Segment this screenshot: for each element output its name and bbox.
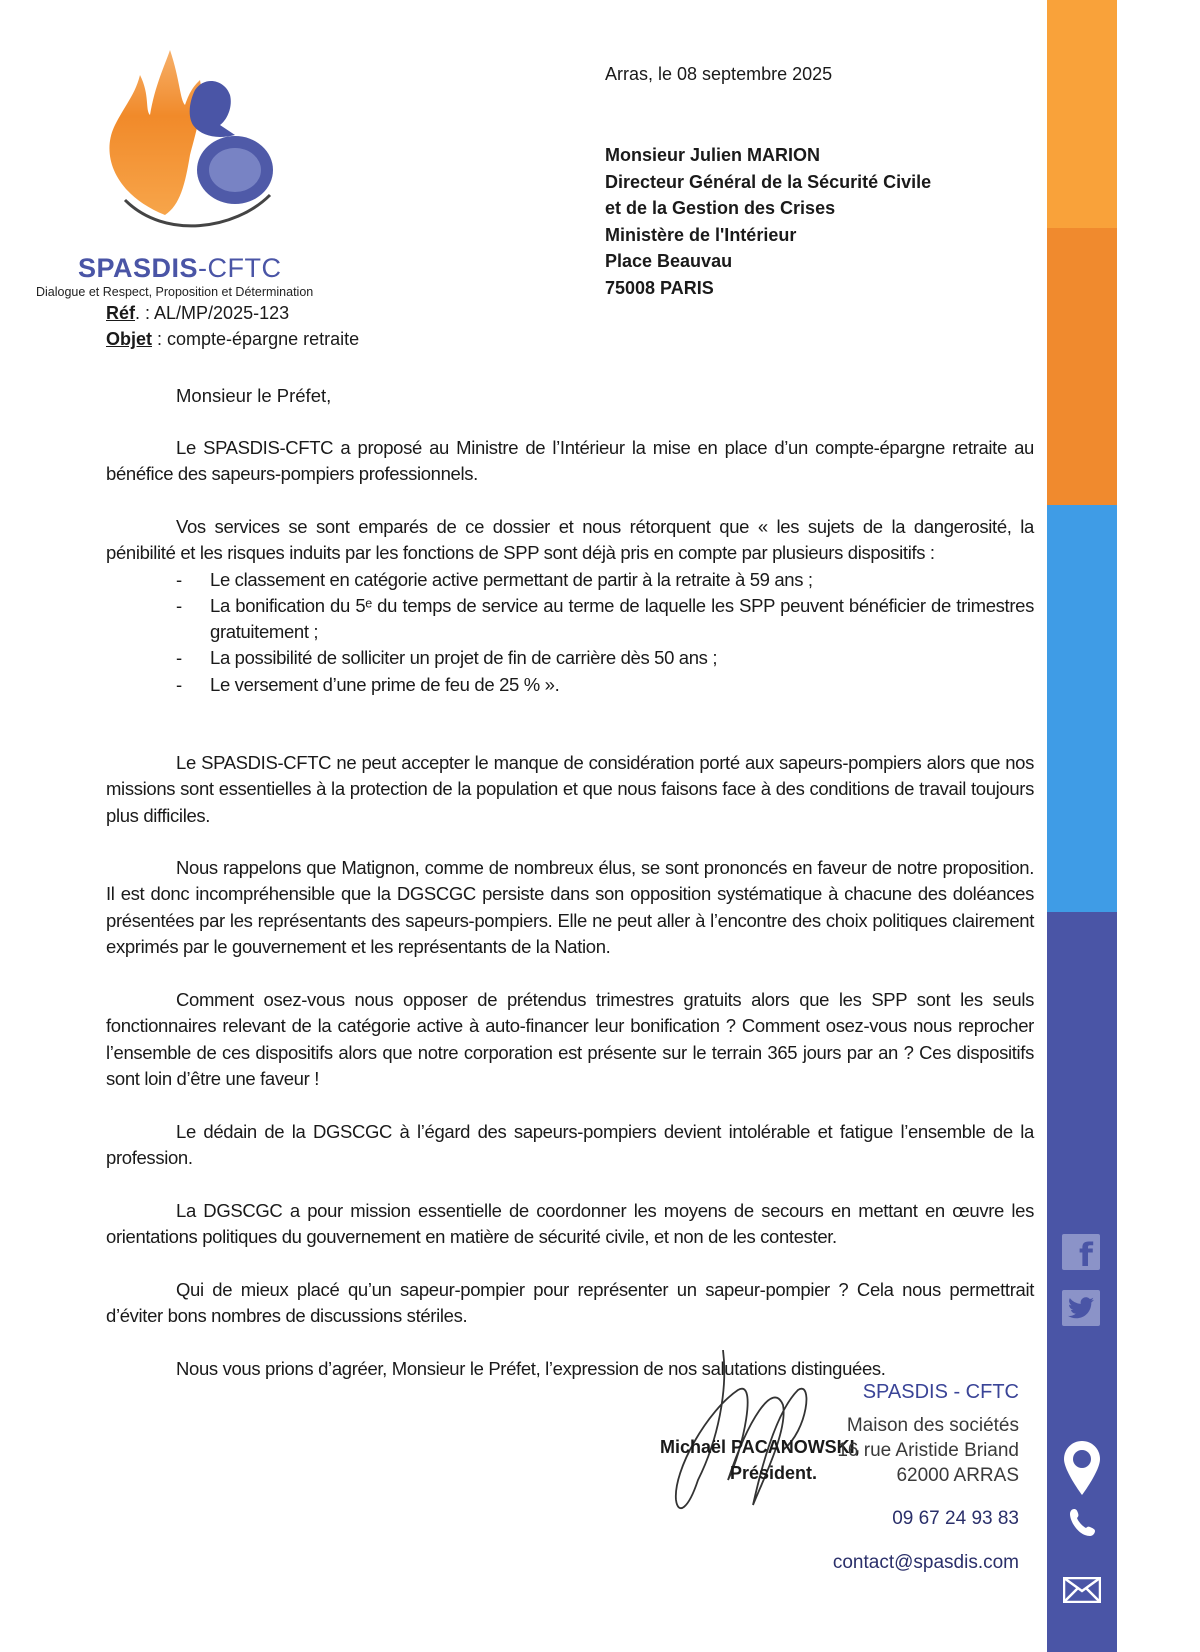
handwritten-signature (668, 1350, 838, 1520)
salutation: Monsieur le Préfet, (176, 385, 332, 406)
paragraph-3: Le SPASDIS-CFTC ne peut accepter le manque de considération porté aux sapeurs-pompiers alors que nos missions sont essentielles à la protection de la population et que nous faisons face à des conditions de travail toujours plus difficiles. (106, 752, 1034, 826)
contact-address: Maison des sociétés 16 rue Aristide Briand 62000 ARRAS (837, 1415, 1019, 1486)
paragraph-5: Comment osez-vous nous opposer de prétendus trimestres gratuits alors que les SPP sont les seuls fonctionnaires relevant de la catégorie active à auto-financer leur bonification ? Comment osez-vous nous reprocher l’ensemble de ces dispositifs alors que notre corporation est présente sur le terrain 365 jours par an ? Ces dispositifs sont loin d’être une faveur ! (106, 989, 1034, 1089)
list-item: - La possibilité de solliciter un projet de fin de carrière dès 50 ans ; (106, 645, 1034, 671)
contact-organization: SPASDIS - CFTC (862, 1381, 1019, 1403)
paragraph-8: Qui de mieux placé qu’un sapeur-pompier pour représenter un sapeur-pompier ? Cela nous permettrait d’éviter bons nombres de discussions stériles. (106, 1279, 1034, 1327)
strip-band-indigo (1047, 912, 1117, 1652)
list-item: - Le versement d’une prime de feu de 25 % ». (106, 672, 1034, 698)
contact-email-link[interactable]: contact@spasdis.com (832, 1552, 1019, 1573)
addressee-block (605, 142, 931, 301)
organization-logo (95, 45, 295, 235)
paragraph-7: La DGSCGC a pour mission essentielle de coordonner les moyens de secours en mettant en œuvre les orientations politiques du gouvernement en matière de sécurité civile, et non de les contester. (106, 1200, 1034, 1248)
addressee-title-cont: et de la Gestion des Crises (605, 198, 836, 218)
addressee-city: 75008 PARIS (605, 277, 714, 298)
addressee-street: Place Beauvau (605, 251, 733, 271)
paragraph-2: Vos services se sont emparés de ce dossier et nous rétorquent que « les sujets de la dangerosité, la pénibilité et les risques induits par les fonctions de SPP sont déjà pris en compte par plusieurs dispositifs : - Le classement en catégorie active permettant de partir à la retraite à 59 ans ; - La bonification du 5ᵉ du temps de service au terme de laquelle les SPP peuvent bénéficier de trimestres gratuitement ; - La possibilité de solliciter un projet de fin de carrière dès 50 ans ; - Le versement d’une prime de feu de 25 % ». (106, 514, 1034, 698)
strip-band-light-orange (1047, 0, 1117, 228)
envelope-icon (1062, 1576, 1102, 1604)
paragraph-4: Nous rappelons que Matignon, comme de nombreux élus, se sont prononcés en faveur de notre proposition. Il est donc incompréhensible que la DGSCGC persiste dans son opposition systématique à chacune des doléances présentées par les représentants des sapeurs-pompiers. Elle ne peut aller à l’encontre des choix politiques clairement exprimés par le gouvernement et les représentants de la Nation. (106, 857, 1034, 957)
list-item: - La bonification du 5ᵉ du temps de service au terme de laquelle les SPP peuvent bénéficier de trimestres gratuitement ; (106, 593, 1034, 646)
addressee-name: Monsieur Julien MARION (605, 145, 821, 165)
twitter-bird-glyph (1068, 1297, 1094, 1319)
paragraph-1: Le SPASDIS-CFTC a proposé au Ministre de l’Intérieur la mise en place d’un compte-épargne retraite au bénéfice des sapeurs-pompiers professionnels. (106, 437, 1034, 485)
organization-tagline: Dialogue et Respect, Proposition et Détermination (36, 285, 314, 299)
list-item: - Le classement en catégorie active permettant de partir à la retraite à 59 ans ; (106, 567, 1034, 593)
reference-label: Réf (106, 303, 136, 323)
flame-firefighter-emblem (95, 45, 295, 235)
facebook-icon[interactable]: f (1062, 1234, 1100, 1270)
paragraph-6: Le dédain de la DGSCGC à l’égard des sapeurs-pompiers devient intolérable et fatigue l’ensemble de la profession. (106, 1121, 1034, 1169)
reference-value: . : AL/MP/2025-123 (135, 303, 290, 323)
signatory-name: Michaël PACANOWSKI, (660, 1437, 860, 1457)
subject-line (106, 329, 359, 350)
subject-label: Objet (106, 329, 153, 349)
measures-list (106, 567, 1034, 698)
letter-date: Arras, le 08 septembre 2025 (605, 64, 833, 84)
phone-icon (1067, 1507, 1099, 1541)
location-pin-icon (1064, 1440, 1100, 1496)
closing-formula: Nous vous prions d’agréer, Monsieur le Préfet, l’expression de nos salutations distinguées. (176, 1358, 886, 1379)
strip-band-blue (1047, 505, 1117, 912)
subject-value: : compte-épargne retraite (152, 329, 360, 349)
addressee-title: Directeur Général de la Sécurité Civile (605, 171, 932, 192)
strip-band-dark-orange (1047, 228, 1117, 505)
contact-phone[interactable]: 09 67 24 93 83 (892, 1508, 1019, 1529)
signatory-title: Président. (730, 1463, 818, 1483)
reference-line (106, 303, 289, 324)
decorative-color-strip (1047, 0, 1117, 1652)
addressee-ministry: Ministère de l'Intérieur (605, 224, 797, 245)
twitter-icon[interactable] (1062, 1290, 1100, 1326)
organization-name: SPASDIS-CFTC (78, 253, 282, 283)
